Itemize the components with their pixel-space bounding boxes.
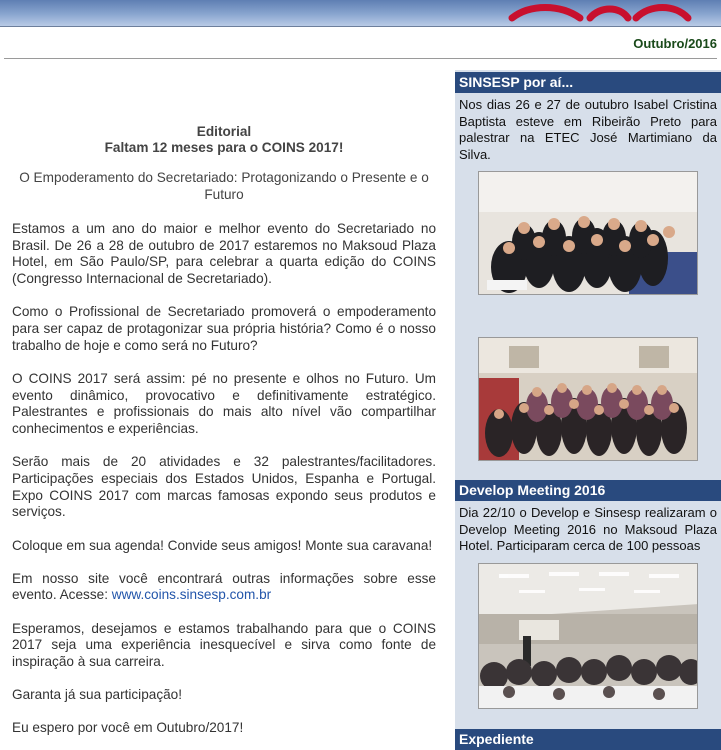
issue-date: Outubro/2016 [633, 36, 717, 51]
sidebar-heading-expediente: Expediente [455, 729, 721, 750]
editorial-paragraph: Estamos a um ano do maior e melhor evento do Secretariado no Brasil. De 26 a 28 de outubro de 2017 estaremos no Maksoud Plaza Hotel, em São Paulo/SP, para celebrar a quarta edição do COINS (Congresso Internacional de Secretariado). [12, 221, 436, 287]
editorial-column [12, 124, 436, 737]
header-divider [4, 58, 717, 59]
editorial-headline: Faltam 12 meses para o COINS 2017! [104, 140, 344, 155]
editorial-paragraph: O COINS 2017 será assim: pé no presente e olhos no Futuro. Um evento dinâmico, provocativo e definitivamente estratégico. Palestrantes e profissionais do mais alto nível vão compartilhar conhecimentos e experiências. [12, 370, 436, 437]
sidebar-heading-sinsesp: SINSESP por aí... [455, 72, 721, 93]
editorial-paragraph: Esperamos, desejamos e estamos trabalhando para que o COINS 2017 seja uma experiência inesquecível e sirva como fonte de inspiração à sua carreira. [12, 620, 436, 670]
editorial-paragraph: Como o Profissional de Secretariado promoverá o empoderamento para ser capaz de protagonizar sua própria história? Como é o nosso trabalho de hoje e como será no Futuro? [12, 304, 436, 353]
sidebar [455, 70, 721, 750]
editorial-subtitle: O Empoderamento do Secretariado: Protagonizando o Presente e o Futuro [19, 170, 429, 202]
event-photo-develop-meeting [478, 563, 698, 709]
event-photo-ribeirao-1 [478, 171, 698, 295]
header-banner [0, 0, 721, 27]
sidebar-text-develop: Dia 22/10 o Develop e Sinsesp realizaram o Develop Meeting 2016 no Maksoud Plaza Hotel. Participaram cerca de 100 pessoas [459, 505, 717, 553]
coins-site-link[interactable]: www.coins.sinsesp.com.br [111, 587, 272, 603]
editorial-paragraph: Garanta já sua participação! [12, 687, 183, 703]
newsletter-logo [500, 0, 700, 24]
sidebar-text-sinsesp: Nos dias 26 e 27 de outubro Isabel Cristina Baptista esteve em Ribeirão Preto para palestrar na ETEC José Martimiano da Silva. [459, 97, 717, 162]
editorial-paragraph: Eu espero por você em Outubro/2017! [12, 720, 244, 736]
editorial-paragraph: Serão mais de 20 atividades e 32 palestrantes/facilitadores. Participações especiais dos Estados Unidos, Espanha e Portugal. Expo COINS 2017 com marcas famosas expondo seus produtos e serviços. [12, 454, 436, 520]
sidebar-heading-develop: Develop Meeting 2016 [455, 480, 721, 501]
editorial-paragraph: Coloque em sua agenda! Convide seus amigos! Monte sua caravana! [12, 537, 433, 553]
site-info-text: Em nosso site você encontrará outras informações sobre esse evento. Acesse: [12, 570, 436, 603]
editorial-label: Editorial [196, 124, 252, 139]
event-photo-ribeirao-2 [478, 337, 698, 461]
editorial-paragraph [12, 571, 436, 604]
